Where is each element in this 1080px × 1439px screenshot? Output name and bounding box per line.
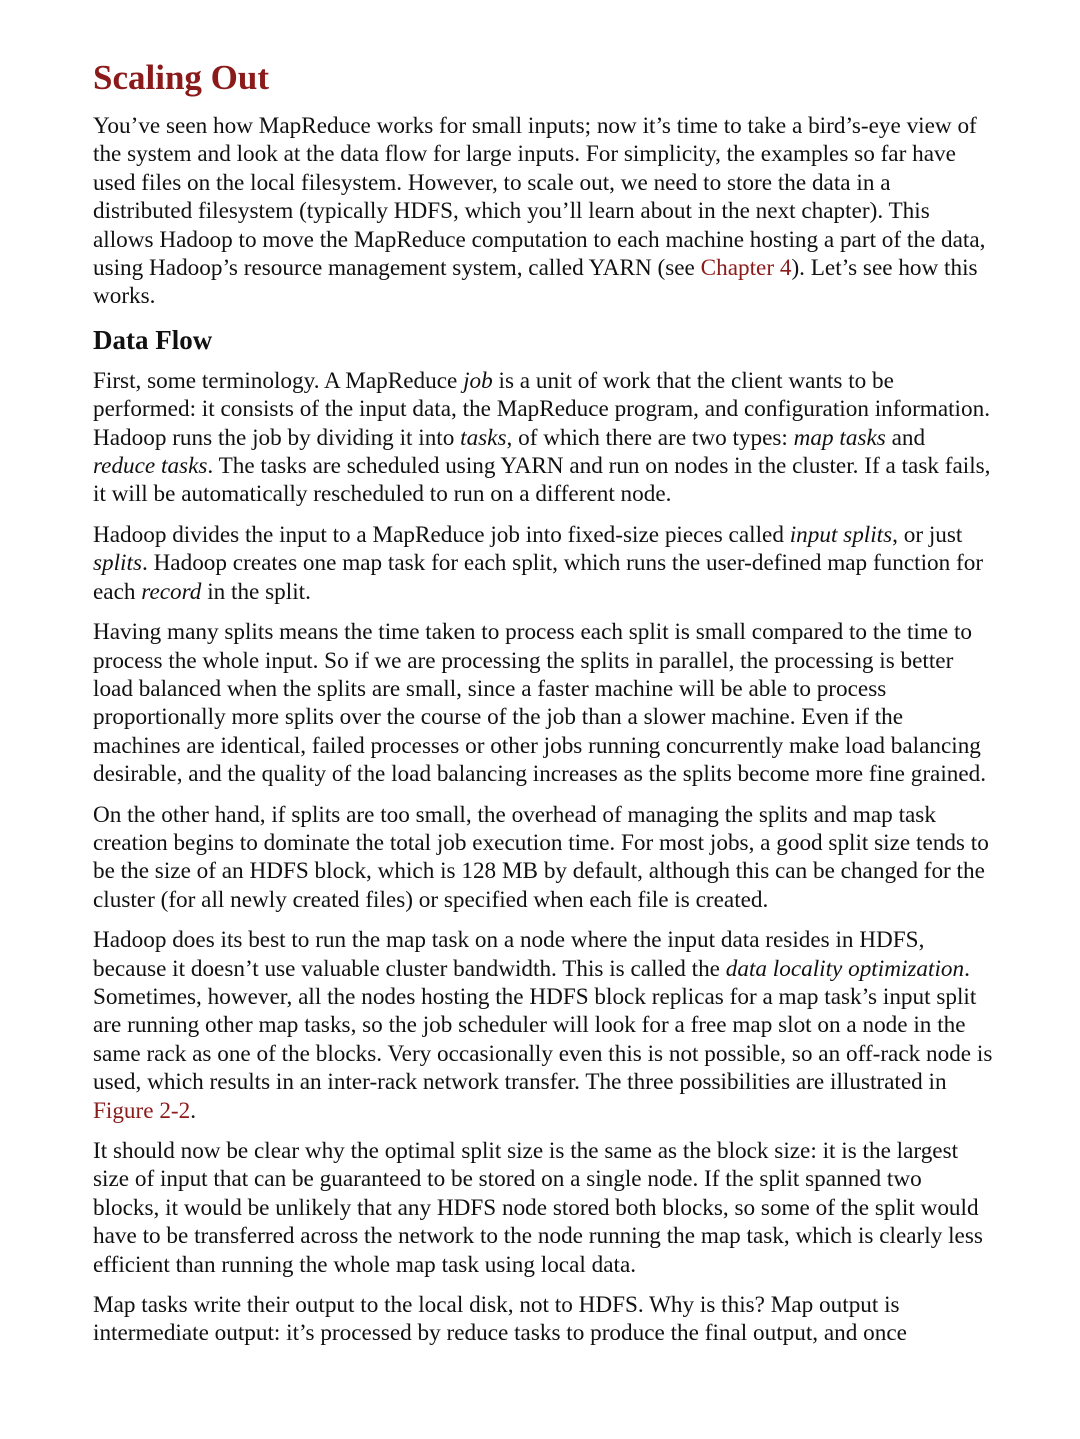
paragraph-data-locality: Hadoop does its best to run the map task on a node where the input data resides in HDFS, because it doesn’t use valuable cluster bandwidth. This is called the data locality optimization. Sometimes, however, all the nodes hosting the HDFS block replicas for a map task’s input split are running other map tasks, so the job scheduler will look for a free map slot on a node in the same rack as one of the blocks. Very occasionally even this is not possible, so an off-rack node is used, which results in an inter-rack network transfer. The three possibilities are illustrated in Figure 2-2. xyxy=(93,927,993,1124)
paragraph-small-splits: On the other hand, if splits are too small, the overhead of managing the splits and map task creation begins to dominate the total job execution time. For most jobs, a good split size tends to be the size of an HDFS block, which is 128 MB by default, although this can be changed for the cluster (for all newly created files) or specified when each file is created. xyxy=(93,801,989,913)
paragraph-intro: You’ve seen how MapReduce works for small inputs; now it’s time to take a bird’s-eye view of the system and look at the data flow for large inputs. For simplicity, the examples so far have used files on the local filesystem. However, to scale out, we need to store the data in a distributed filesystem (typically HDFS, which you’ll learn about in the next chapter). This allows Hadoop to move the MapReduce computation to each machine hosting a part of the data, using Hadoop’s resource management system, called YARN (see Chapter 4). Let’s see how this works. xyxy=(93,113,986,310)
chapter-4-link[interactable]: Chapter 4 xyxy=(700,255,792,282)
paragraph-splits: Hadoop divides the input to a MapReduce job into fixed-size pieces called input splits, or just splits. Hadoop creates one map task for each split, which runs the user-defined map function for each record in the split. xyxy=(93,521,984,605)
figure-2-2-link[interactable]: Figure 2-2 xyxy=(93,1097,191,1124)
paragraph-many-splits: Having many splits means the time taken to process each split is small compared to the time to process the whole input. So if we are processing the splits in parallel, the processing is better load balanced when the splits are small, since a faster machine will be able to process proportionally more splits over the course of the job than a slower machine. Even if the machines are identical, failed processes or other jobs running concurrently make load balancing desirable, and the quality of the load balancing increases as the splits become more fine grained. xyxy=(93,619,987,788)
section-title: Scaling Out xyxy=(93,58,270,97)
document-page xyxy=(93,54,993,1360)
subsection-title: Data Flow xyxy=(93,324,213,355)
paragraph-map-output: Map tasks write their output to the local disk, not to HDFS. Why is this? Map output is intermediate output: it’s processed by reduce tasks to produce the final output, and once xyxy=(93,1292,907,1347)
paragraph-optimal-split: It should now be clear why the optimal split size is the same as the block size: it is the largest size of input that can be guaranteed to be stored on a single node. If the split spanned two blocks, it would be unlikely that any HDFS node stored both blocks, so some of the split would have to be transferred across the network to the node running the map task, which is clearly less efficient than running the whole map task using local data. xyxy=(93,1138,983,1278)
paragraph-terminology: First, some terminology. A MapReduce job is a unit of work that the client wants to be performed: it consists of the input data, the MapReduce program, and configuration information. Hadoop runs the job by dividing it into tasks, of which there are two types: map tasks and reduce tasks. The tasks are scheduled using YARN and run on nodes in the cluster. If a task fails, it will be automatically rescheduled to run on a different node. xyxy=(93,367,991,508)
